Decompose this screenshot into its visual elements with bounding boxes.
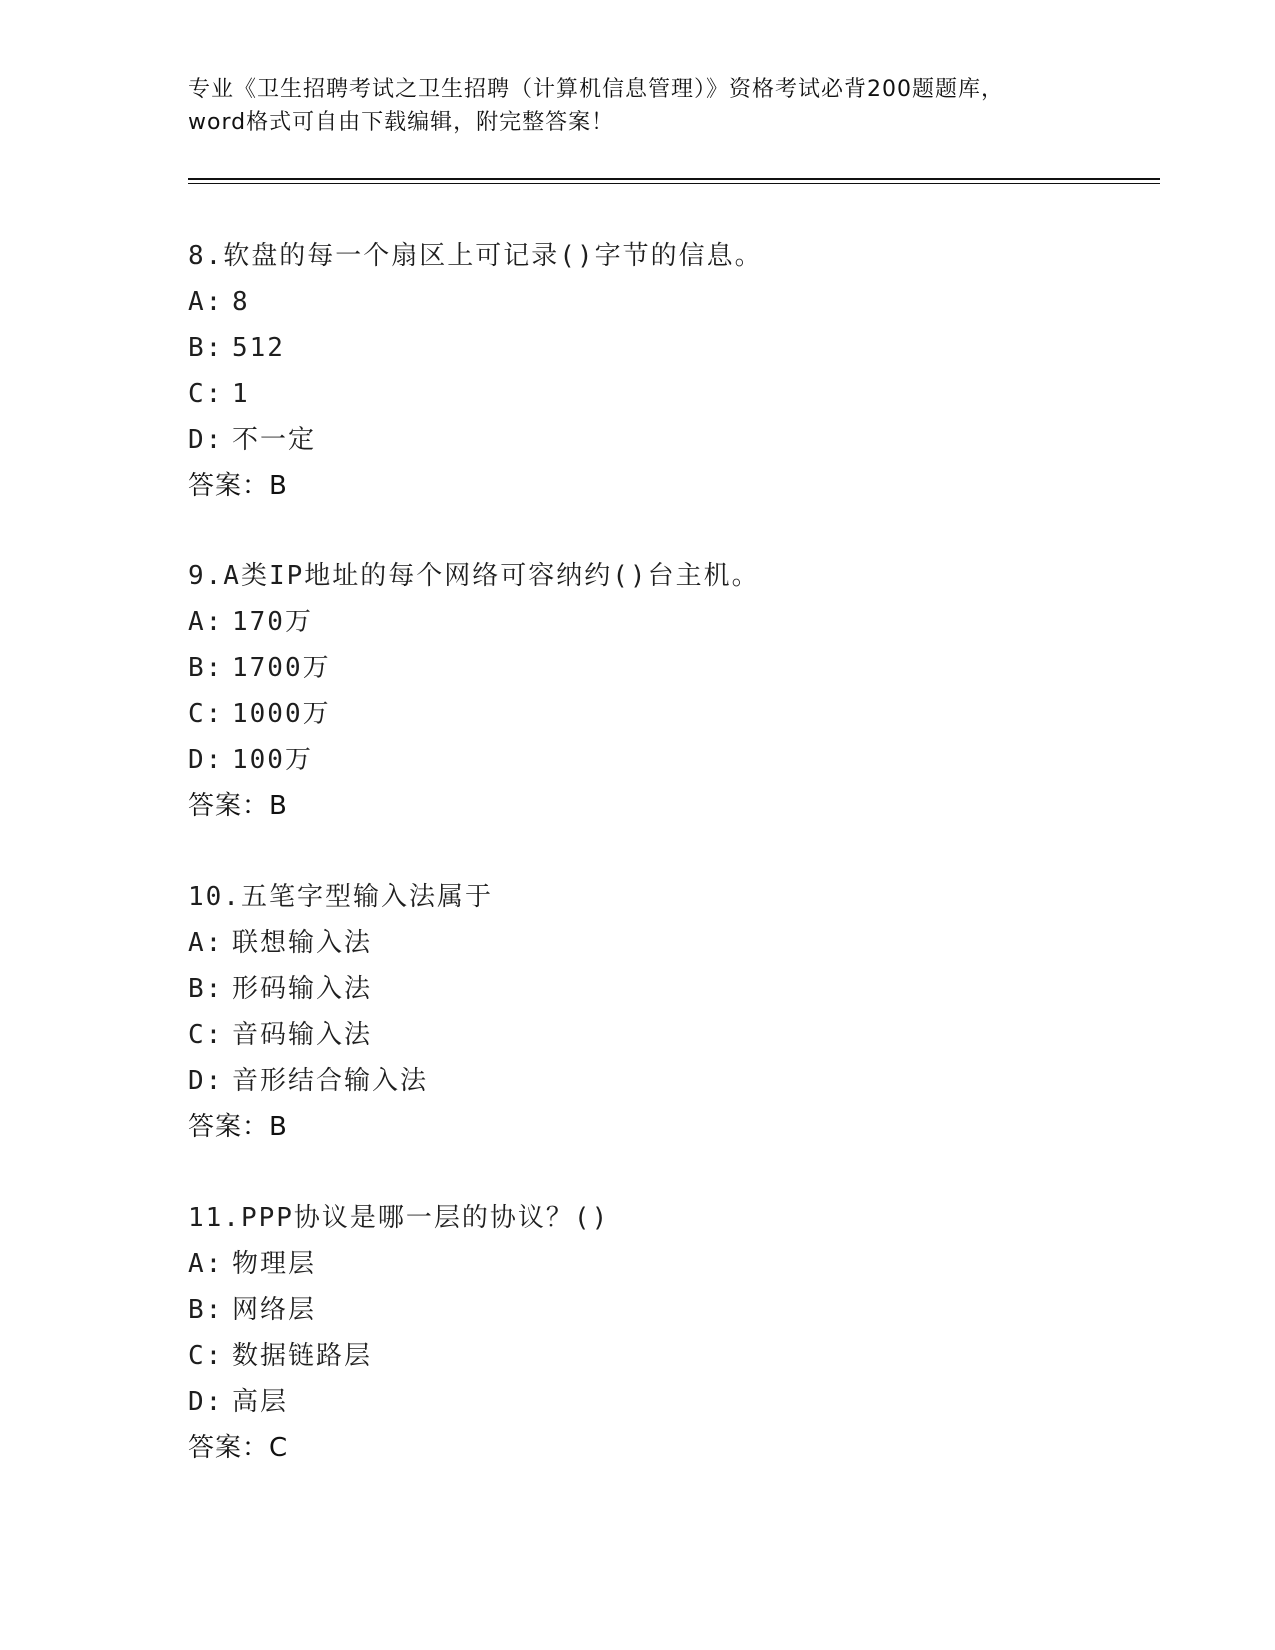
option-a — [188, 1241, 1148, 1287]
option-key: B: — [188, 653, 224, 683]
option-key: C: — [188, 699, 224, 729]
option-text: 1000万 — [232, 699, 331, 729]
option-a — [188, 920, 1148, 966]
option-d — [188, 417, 1148, 463]
header-divider-thick — [188, 178, 1160, 180]
option-key: C: — [188, 379, 224, 409]
option-text: 形码输入法 — [232, 974, 373, 1004]
answer-line: 答案：B — [188, 471, 288, 501]
option-d — [188, 1379, 1148, 1425]
header-line-1: 专业《卫生招聘考试之卫生招聘（计算机信息管理）》资格考试必背200题题库， — [188, 77, 1004, 102]
document-header — [188, 73, 1108, 139]
question-block-11 — [188, 1195, 1148, 1471]
option-text: 音码输入法 — [232, 1020, 373, 1050]
option-d — [188, 737, 1148, 783]
option-d — [188, 1058, 1148, 1104]
option-key: B: — [188, 1295, 224, 1325]
option-key: A: — [188, 1249, 224, 1279]
option-c — [188, 1333, 1148, 1379]
question-title: 11.PPP协议是哪一层的协议？() — [188, 1203, 610, 1233]
option-b — [188, 1287, 1148, 1333]
question-title: 9.A类IP地址的每个网络可容纳约()台主机。 — [188, 561, 760, 591]
option-text: 不一定 — [232, 425, 317, 455]
option-c — [188, 1012, 1148, 1058]
option-text: 高层 — [232, 1387, 289, 1417]
option-b — [188, 966, 1148, 1012]
option-a — [188, 599, 1148, 645]
question-block-10 — [188, 874, 1148, 1150]
option-b — [188, 645, 1148, 691]
option-key: B: — [188, 974, 224, 1004]
option-key: A: — [188, 287, 224, 317]
option-text: 512 — [232, 333, 285, 363]
option-text: 8 — [232, 287, 250, 317]
option-text: 170万 — [232, 607, 313, 637]
header-line-2: word格式可自由下载编辑，附完整答案！ — [188, 110, 615, 135]
answer-line: 答案：C — [188, 1433, 289, 1463]
option-c — [188, 691, 1148, 737]
option-key: C: — [188, 1020, 224, 1050]
answer-line: 答案：B — [188, 791, 288, 821]
option-key: D: — [188, 425, 224, 455]
option-text: 1 — [232, 379, 250, 409]
option-text: 100万 — [232, 745, 313, 775]
header-divider-thin — [188, 183, 1160, 184]
option-text: 联想输入法 — [232, 928, 373, 958]
option-text: 数据链路层 — [232, 1341, 373, 1371]
option-text: 1700万 — [232, 653, 331, 683]
option-key: D: — [188, 1387, 224, 1417]
option-a — [188, 279, 1148, 325]
option-text: 物理层 — [232, 1249, 317, 1279]
option-text: 音形结合输入法 — [232, 1066, 429, 1096]
answer-line: 答案：B — [188, 1112, 288, 1142]
option-key: B: — [188, 333, 224, 363]
question-block-9 — [188, 553, 1148, 829]
question-block-8 — [188, 233, 1148, 509]
question-title: 10.五笔字型输入法属于 — [188, 882, 493, 912]
option-key: D: — [188, 1066, 224, 1096]
option-key: A: — [188, 928, 224, 958]
question-title: 8.软盘的每一个扇区上可记录()字节的信息。 — [188, 241, 763, 271]
option-text: 网络层 — [232, 1295, 317, 1325]
option-c — [188, 371, 1148, 417]
option-key: A: — [188, 607, 224, 637]
option-key: D: — [188, 745, 224, 775]
option-b — [188, 325, 1148, 371]
option-key: C: — [188, 1341, 224, 1371]
